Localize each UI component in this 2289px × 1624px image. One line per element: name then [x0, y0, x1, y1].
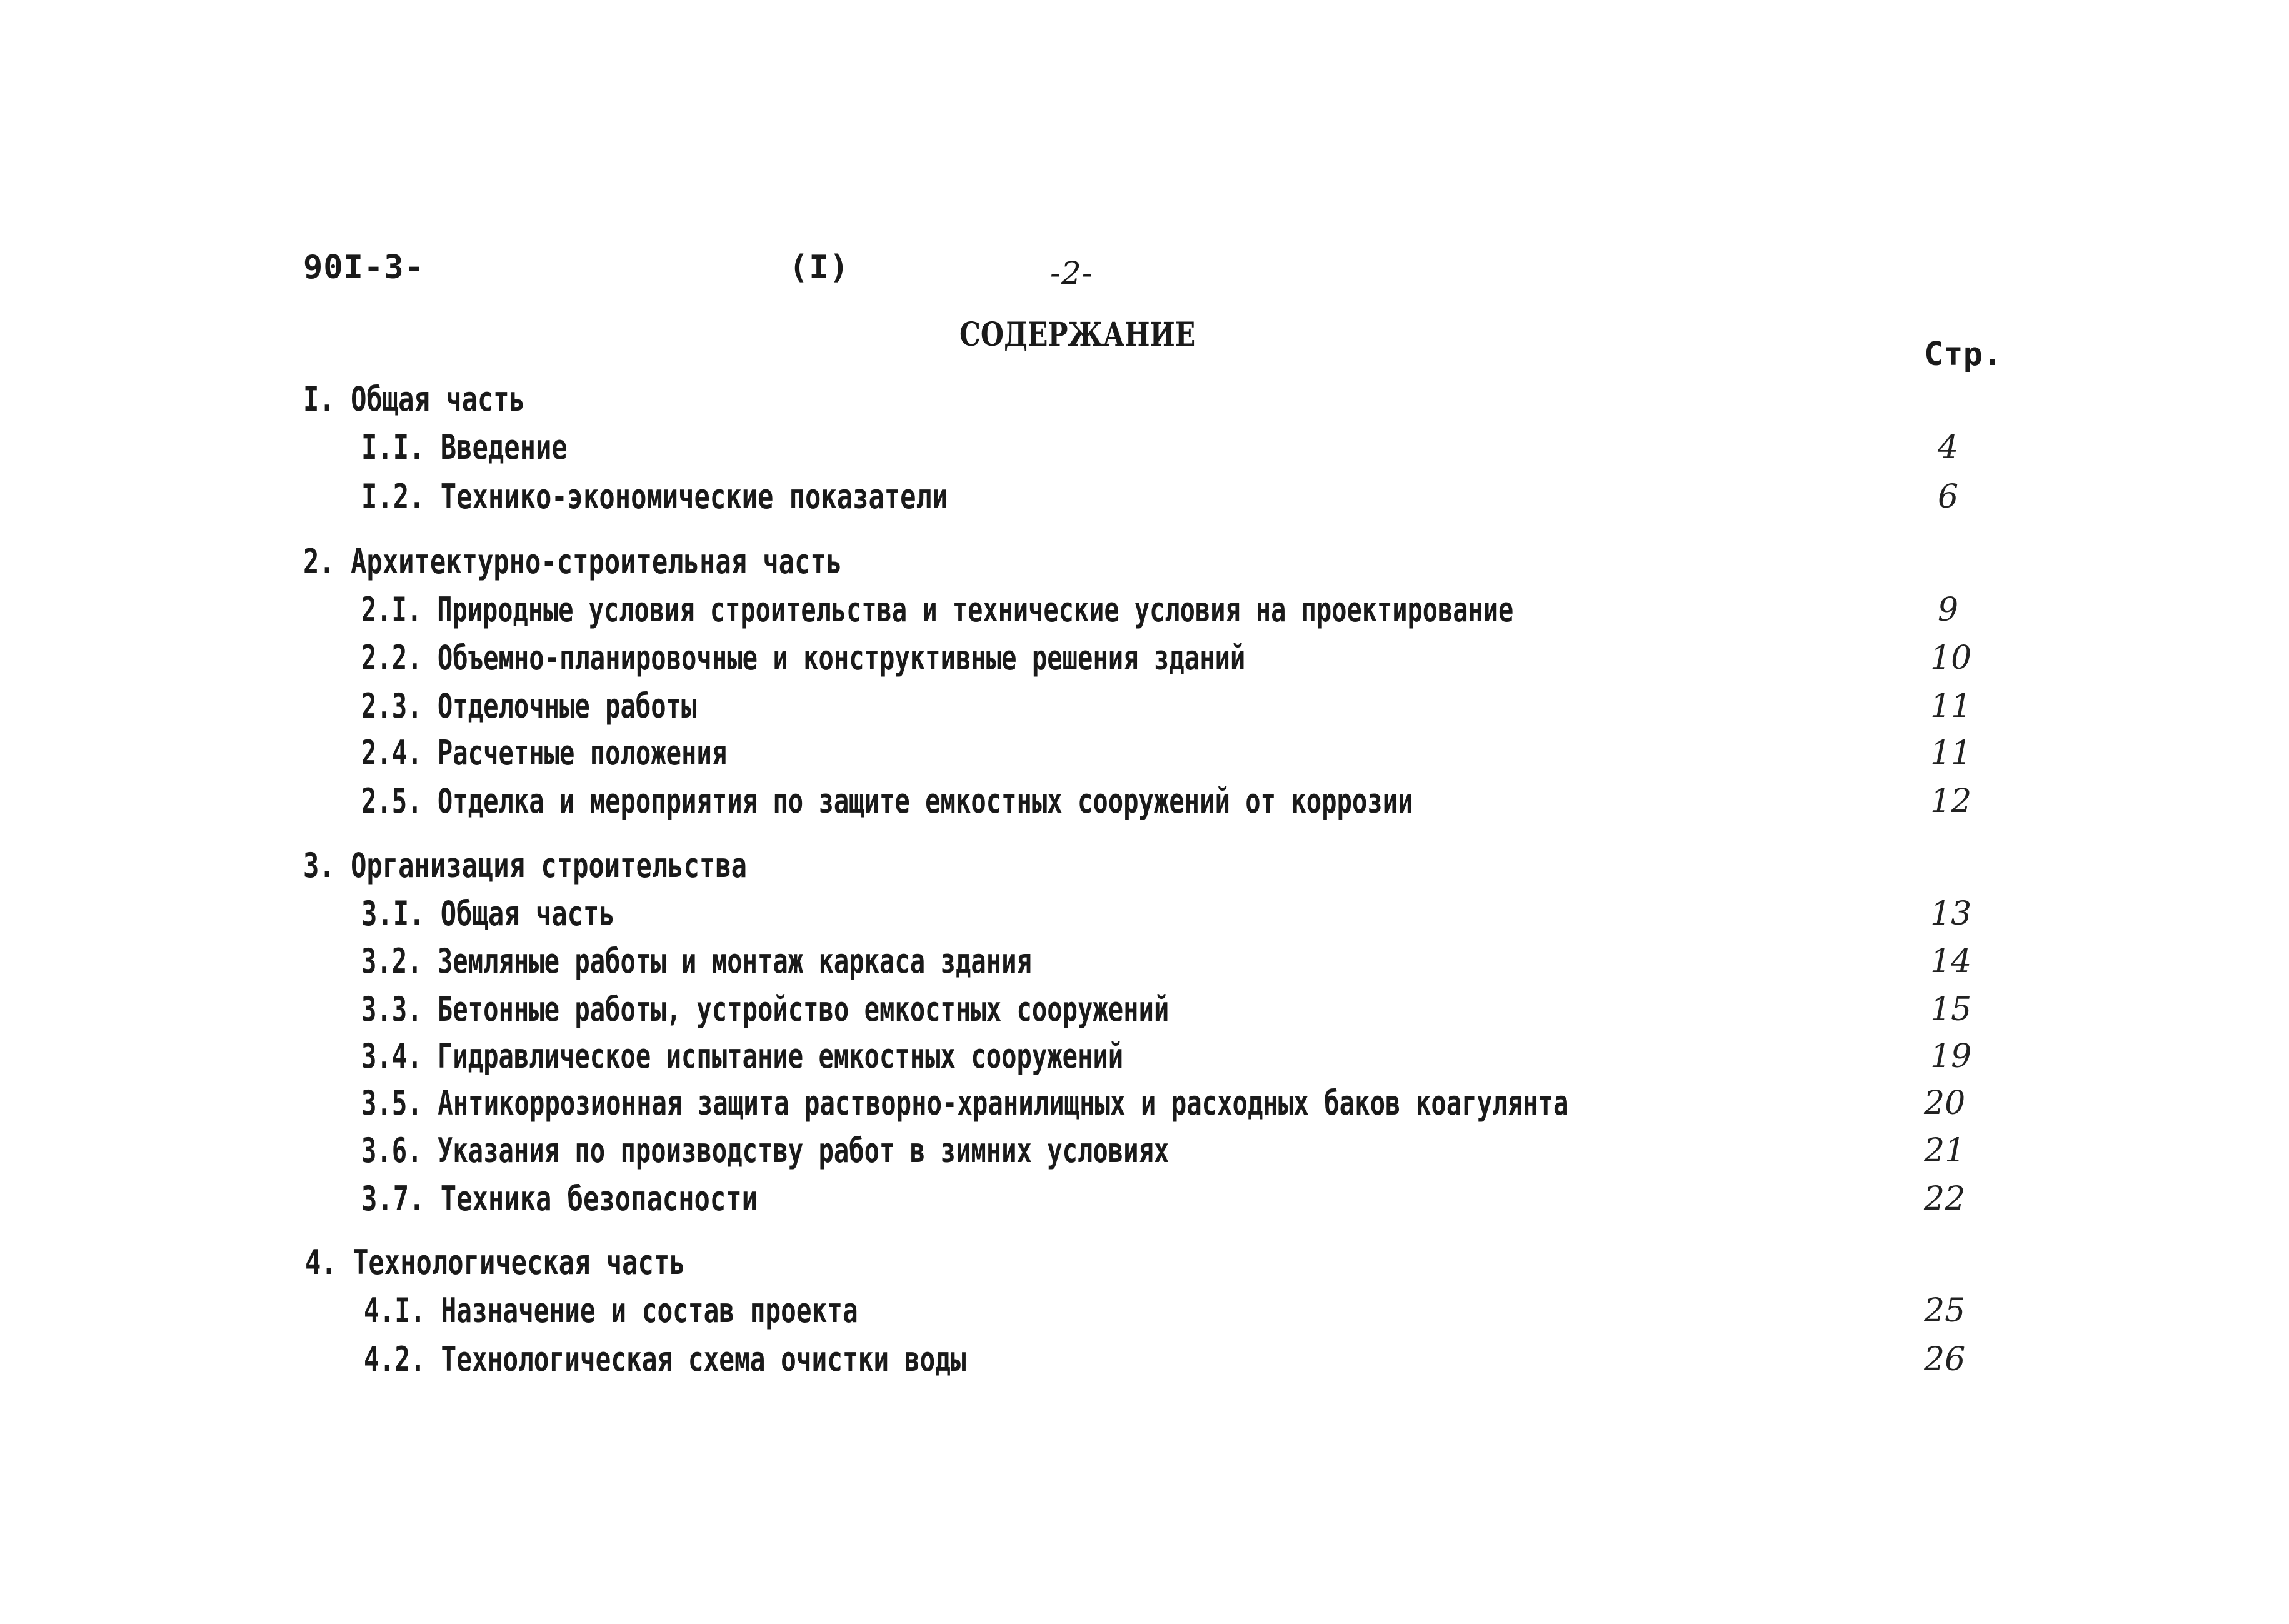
toc-entry-text: 3.3. Бетонные работы, устройство емкостных сооружений [361, 990, 1170, 1029]
toc-entry-page: 15 [1930, 991, 1972, 1028]
toc-entry-text: 2.4. Расчетные положения [361, 733, 728, 773]
toc-entry-text: 2.2. Объемно-планировочные и конструктивные решения зданий [361, 638, 1246, 678]
toc-entry-text: I.I. Введение [361, 428, 568, 467]
toc-entry-page: 11 [1930, 734, 1972, 772]
toc-entry-text: 4.2. Технологическая схема очистки воды [364, 1340, 966, 1379]
toc-entry-text: 2. Архитектурно-строительная часть [303, 542, 843, 581]
toc-entry-text: 3.4. Гидравлическое испытание емкостных сооружений [361, 1036, 1124, 1076]
toc-entry-page: 20 [1924, 1085, 1966, 1122]
toc-entry-page: 12 [1930, 783, 1972, 820]
toc-entry-page: 22 [1924, 1180, 1966, 1218]
toc-entry-text: 3.6. Указания по производству работ в зимних условиях [361, 1131, 1170, 1170]
toc-entry-page: 25 [1924, 1292, 1966, 1330]
toc-entry-text: 2.3. Отделочные работы [361, 686, 697, 726]
toc-entry-page: 9 [1938, 591, 1959, 629]
toc-entry-page: 21 [1924, 1132, 1966, 1170]
toc-entry-text: I.2. Технико-экономические показатели [361, 477, 948, 516]
toc-entry-text: 3.I. Общая часть [361, 894, 615, 933]
document-part: (I) [789, 249, 849, 286]
page-title: СОДЕРЖАНИЕ [959, 316, 1196, 354]
page-column-header: Стр. [1924, 336, 2003, 373]
toc-entry-text: 2.I. Природные условия строительства и технические условия на проектирование [361, 590, 1514, 629]
toc-entry-page: 19 [1930, 1038, 1972, 1075]
toc-entry-text: 3.2. Земляные работы и монтаж каркаса здания [361, 941, 1032, 981]
toc-entry-text: 3.7. Техника безопасности [361, 1179, 758, 1218]
toc-entry-page: 14 [1930, 943, 1972, 980]
toc-entry-text: 2.5. Отделка и мероприятия по защите емкостных сооружений от коррозии [361, 781, 1413, 821]
toc-entry-page: 10 [1930, 639, 1972, 677]
toc-entry-page: 13 [1930, 895, 1972, 933]
toc-entry-text: 3.5. Антикоррозионная защита растворно-хранилищных и расходных баков коагулянта [361, 1083, 1569, 1123]
toc-entry-page: 4 [1938, 429, 1959, 466]
toc-entry-page: 6 [1938, 478, 1959, 516]
toc-entry-text: 4. Технологическая часть [305, 1243, 686, 1282]
toc-entry-page: 26 [1924, 1341, 1966, 1378]
page-number: -2- [1050, 255, 1093, 291]
toc-entry-text: 3. Организация строительства [303, 846, 748, 885]
toc-entry-text: I. Общая часть [303, 379, 526, 419]
toc-entry-text: 4.I. Назначение и состав проекта [364, 1291, 858, 1330]
toc-entry-page: 11 [1930, 688, 1972, 725]
document-code: 90I-3- [303, 249, 424, 286]
